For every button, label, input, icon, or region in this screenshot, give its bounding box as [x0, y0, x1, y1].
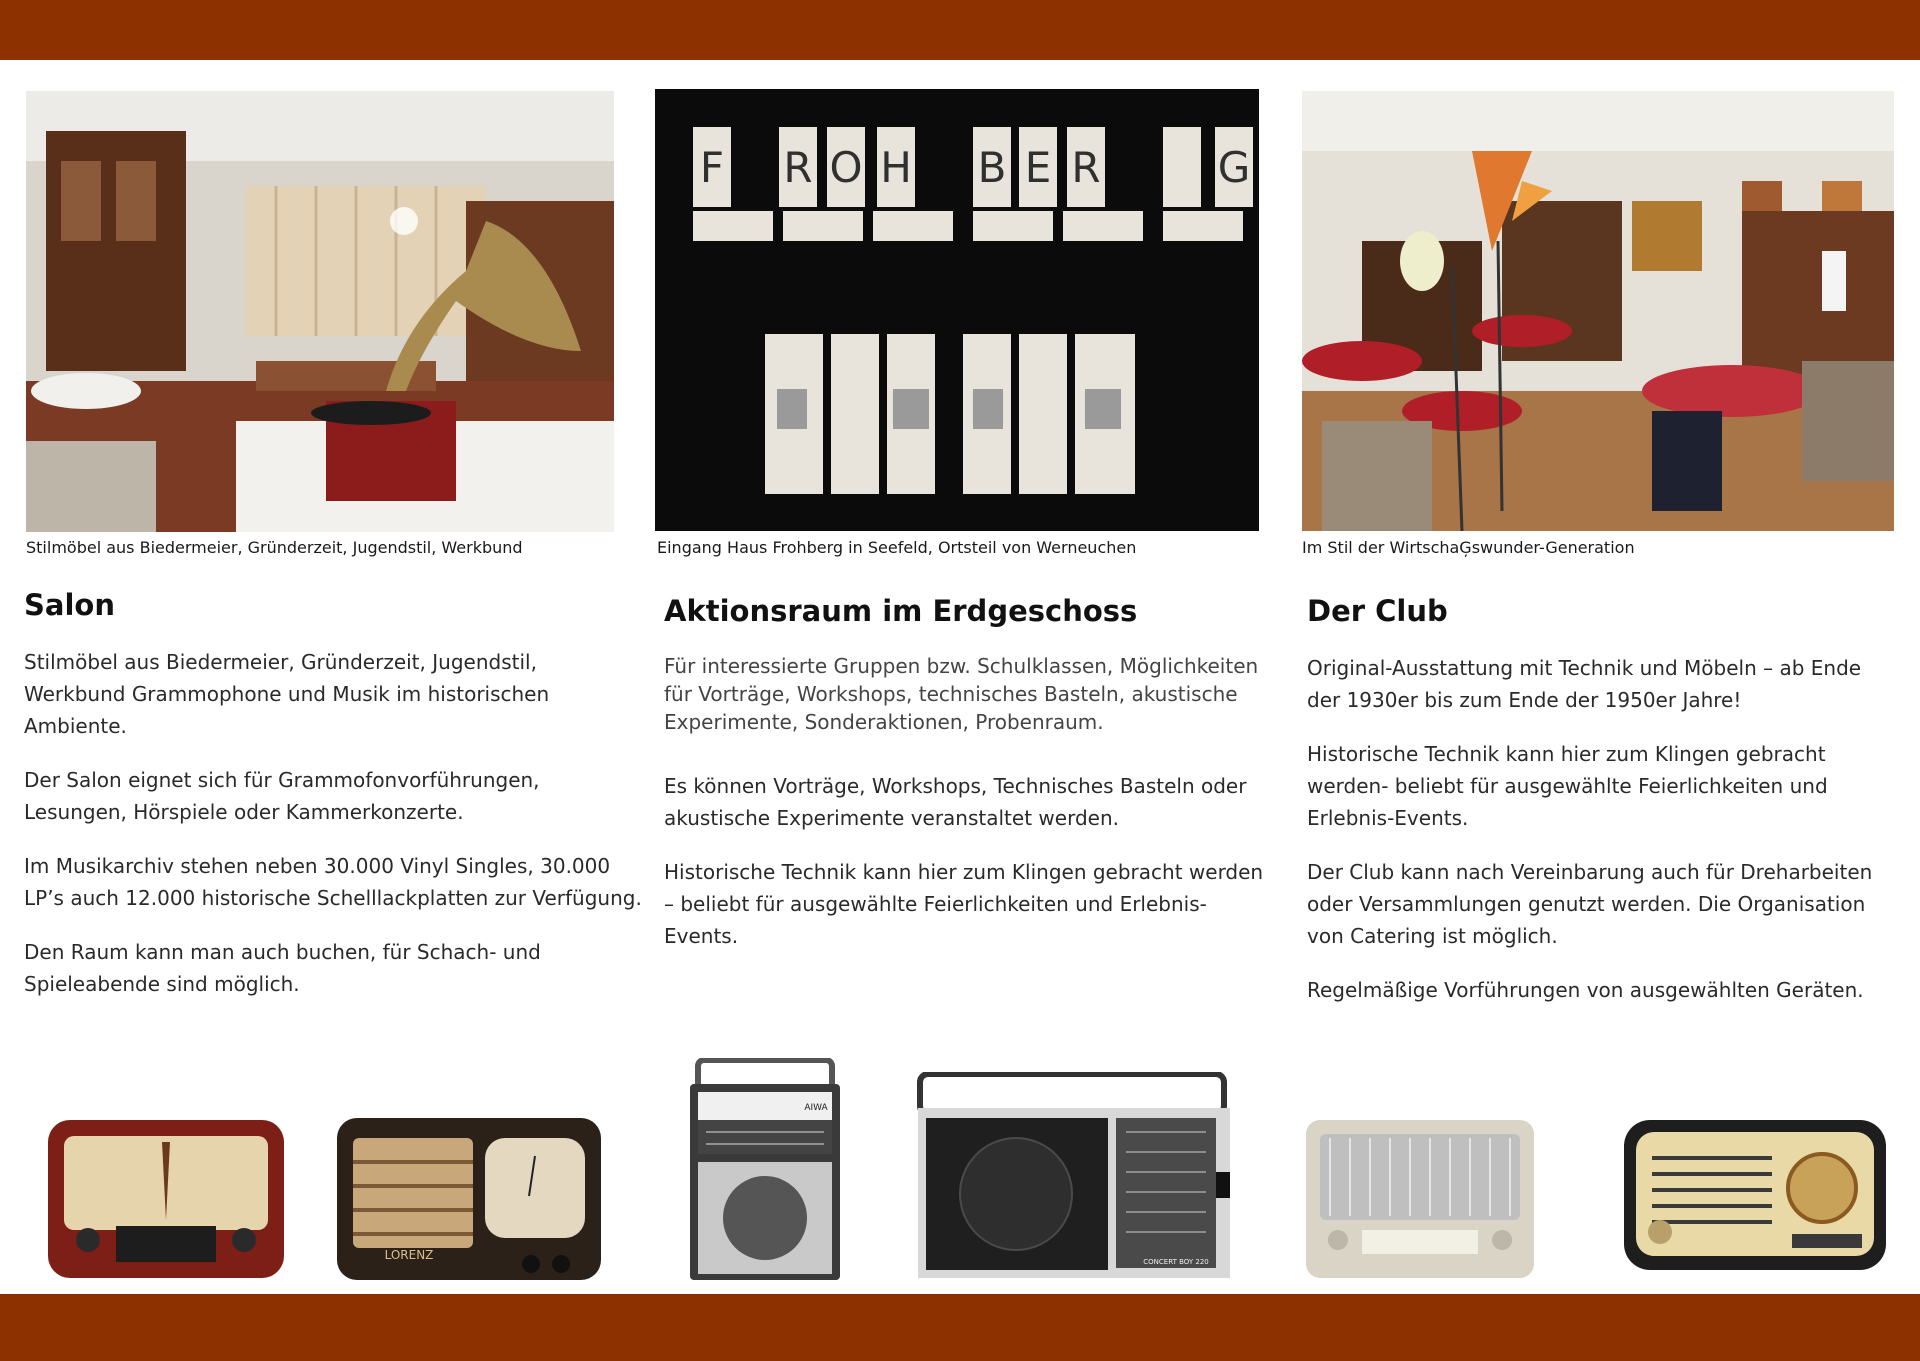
aktionsraum-paragraph: Für interessierte Gruppen bzw. Schulklassen, Möglichkeiten für Vorträge, Workshops, technisches Basteln, akustische Experimente, Sonderaktionen, Probenraum. [664, 654, 1259, 734]
aktionsraum-section [664, 594, 1270, 974]
club-paragraph: Der Club kann nach Vereinbarung auch für Dreharbeiten oder Versammlungen genutzt werden. Die Organisation von Catering ist möglich. [1307, 860, 1873, 948]
aktionsraum-paragraph: Es können Vorträge, Workshops, Technisches Basteln oder akustische Experimente veranstaltet werden. [664, 774, 1247, 830]
red-tube-radio [46, 1116, 286, 1282]
salon-photo-caption: Stilmöbel aus Biedermeier, Gründerzeit, Jugendstil, Werkbund [26, 538, 523, 557]
lorenz-radio [335, 1116, 603, 1282]
club-paragraph: Historische Technik kann hier zum Klingen gebracht werden- beliebt für ausgewählte Feierlichkeiten und Erlebnis-Events. [1307, 742, 1828, 830]
top-band [0, 0, 1920, 60]
sign-letter: G [1217, 143, 1251, 192]
aktionsraum-paragraph: Historische Technik kann hier zum Klingen gebracht werden – beliebt für ausgewählte Feierlichkeiten und Erlebnis-Events. [664, 860, 1264, 948]
club-paragraph: Original-Ausstattung mit Technik und Möbeln – ab Ende der 1930er bis zum Ende der 1950er Jahre! [1307, 656, 1862, 712]
sign-letter: F [699, 143, 725, 192]
radio-brand: CONCERT BOY 220 [1143, 1258, 1209, 1266]
club-heading: Der Club [1307, 594, 1448, 628]
salon-photo [26, 91, 614, 532]
cream-tube-radio [1622, 1118, 1888, 1282]
bottom-band [0, 1294, 1920, 1361]
sign-letter: R [783, 143, 813, 192]
club-paragraph: Regelmäßige Vorführungen von ausgewählten Geräten. [1307, 978, 1864, 1002]
salon-paragraph: Stilmöbel aus Biedermeier, Gründerzeit, Jugendstil, Werkbund Grammophone und Musik im historischen Ambiente. [24, 650, 550, 738]
sign-letter: R [1071, 143, 1101, 192]
sign-letter: E [1024, 143, 1052, 192]
salon-paragraph: Den Raum kann man auch buchen, für Schach- und Spieleabende sind möglich. [24, 940, 541, 996]
radio-brand: AIWA [804, 1103, 828, 1113]
salon-section [24, 588, 644, 1022]
aiwa-portable-radio [688, 1058, 842, 1282]
grundig-concert-boy-radio [916, 1072, 1232, 1282]
radio-brand: LORENZ [384, 1248, 434, 1262]
sign-letter: H [880, 143, 912, 192]
sign-letter: B [977, 143, 1007, 192]
white-tube-radio [1302, 1118, 1538, 1282]
frohberg-entrance-photo [655, 89, 1259, 531]
sign-letter: O [829, 143, 863, 192]
salon-paragraph: Im Musikarchiv stehen neben 30.000 Vinyl Singles, 30.000 LP’s auch 12.000 historische Schelllackplatten zur Verfügung. [24, 854, 642, 910]
club-photo [1302, 91, 1894, 531]
aktionsraum-heading: Aktionsraum im Erdgeschoss [664, 594, 1138, 628]
club-section [1307, 594, 1897, 1028]
frohberg-photo-caption: Eingang Haus Frohberg in Seefeld, Ortsteil von Werneuchen [657, 538, 1137, 557]
salon-paragraph: Der Salon eignet sich für Grammofonvorführungen, Lesungen, Hörspiele oder Kammerkonzerte. [24, 768, 540, 824]
club-photo-caption: Im Stil der WirtschaĢswunder-Generation [1302, 538, 1635, 557]
salon-heading: Salon [24, 588, 115, 622]
